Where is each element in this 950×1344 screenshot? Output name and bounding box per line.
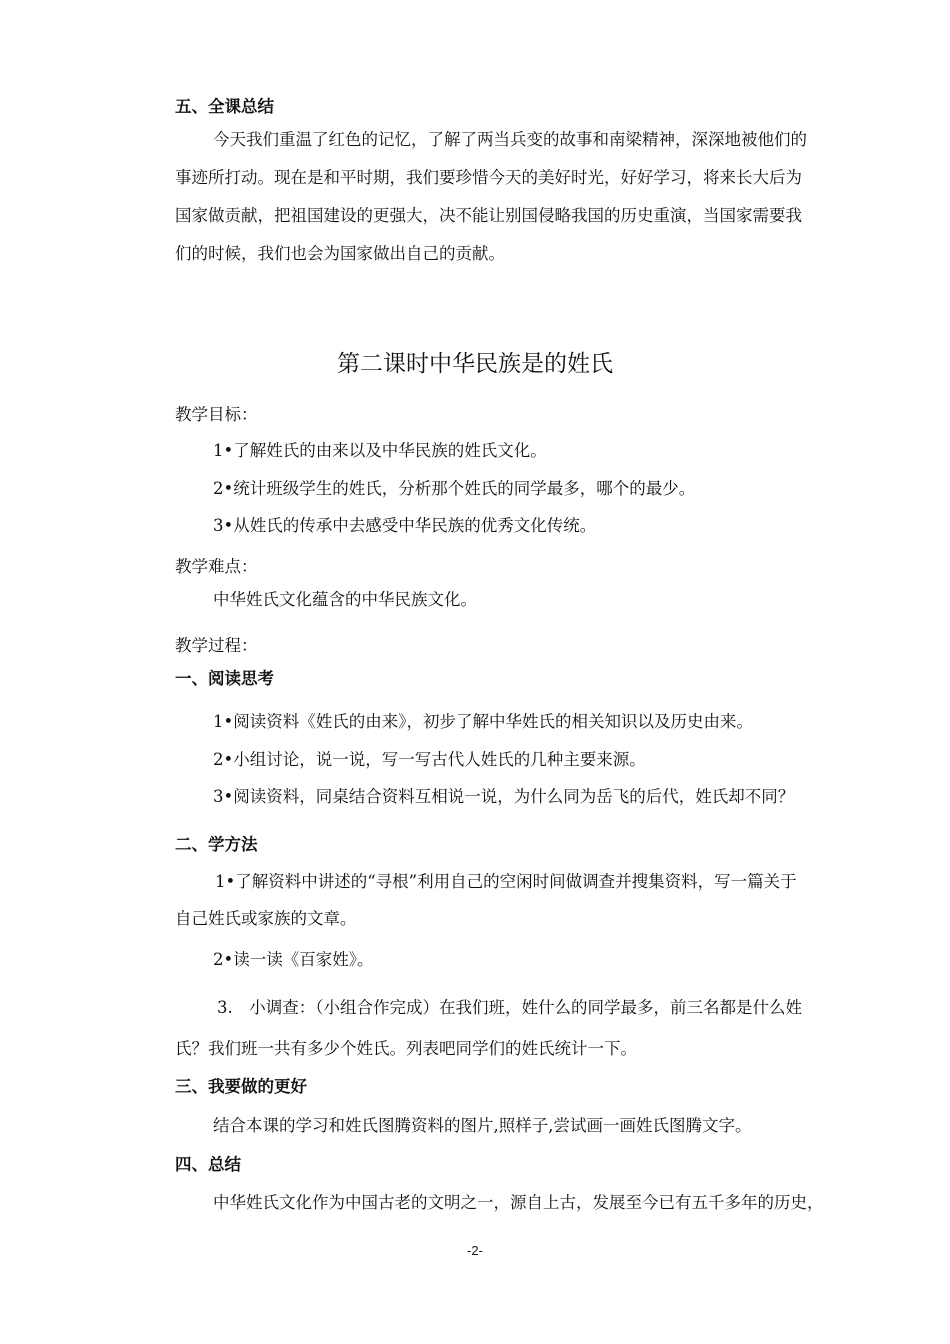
page-number: -2- — [467, 1243, 483, 1258]
section5-line-4: 们的时候，我们也会为国家做出自己的贡献。 — [175, 244, 505, 263]
goals-heading: 教学目标： — [175, 405, 258, 424]
part1-item-2: 2•小组讨论，说一说，写一写古代人姓氏的几种主要来源。 — [213, 750, 646, 769]
part1-item-3: 3•阅读资料，同桌结合资料互相说一说，为什么同为岳飞的后代，姓氏却不同？ — [213, 787, 795, 806]
goal-item-2: 2•统计班级学生的姓氏，分析那个姓氏的同学最多，哪个的最少。 — [213, 479, 696, 498]
part3-heading: 三、我要做的更好 — [175, 1077, 307, 1096]
section5-line-3: 国家做贡献，把祖国建设的更强大，决不能让别国侵略我国的历史重演，当国家需要我 — [175, 206, 802, 225]
goal-item-3: 3•从姓氏的传承中去感受中华民族的优秀文化传统。 — [213, 516, 597, 535]
goal-item-1: 1•了解姓氏的由来以及中华民族的姓氏文化。 — [213, 441, 547, 460]
part4-heading: 四、总结 — [175, 1155, 241, 1174]
part1-item-1: 1•阅读资料《姓氏的由来》，初步了解中华姓氏的相关知识以及历史由来。 — [213, 712, 753, 731]
section5-line-2: 事迹所打动。现在是和平时期，我们要珍惜今天的美好时光，好好学习，将来长大后为 — [175, 168, 802, 187]
lesson-title: 第二课时中华民族是的姓氏 — [337, 351, 613, 377]
section5-line-1: 今天我们重温了红色的记忆，了解了两当兵变的故事和南梁精神，深深地被他们的 — [213, 130, 807, 149]
part3-text: 结合本课的学习和姓氏图腾资料的图片,照样子,尝试画一画姓氏图腾文字。 — [213, 1116, 752, 1135]
section5-heading: 五、全课总结 — [175, 97, 274, 116]
part2-heading: 二、学方法 — [175, 835, 258, 854]
part2-item1-line1: 1•了解资料中讲述的“寻根”利用自己的空闲时间做调查并搜集资料，写一篇关于 — [215, 872, 797, 891]
process-heading: 教学过程： — [175, 636, 258, 655]
difficulty-text: 中华姓氏文化蕴含的中华民族文化。 — [213, 590, 477, 609]
difficulty-heading: 教学难点： — [175, 557, 258, 576]
part2-item3-line1: 3. 小调查：（小组合作完成）在我们班，姓什么的同学最多，前三名都是什么姓 — [217, 998, 802, 1017]
part2-item3-line2: 氏？我们班一共有多少个姓氏。列表吧同学们的姓氏统计一下。 — [175, 1039, 637, 1058]
part2-item-2: 2•读一读《百家姓》。 — [213, 950, 374, 969]
part2-item1-line2: 自己姓氏或家族的文章。 — [175, 909, 357, 928]
part4-text: 中华姓氏文化作为中国古老的文明之一，源自上古，发展至今已有五千多年的历史， — [213, 1193, 824, 1212]
part1-heading: 一、阅读思考 — [175, 669, 274, 688]
